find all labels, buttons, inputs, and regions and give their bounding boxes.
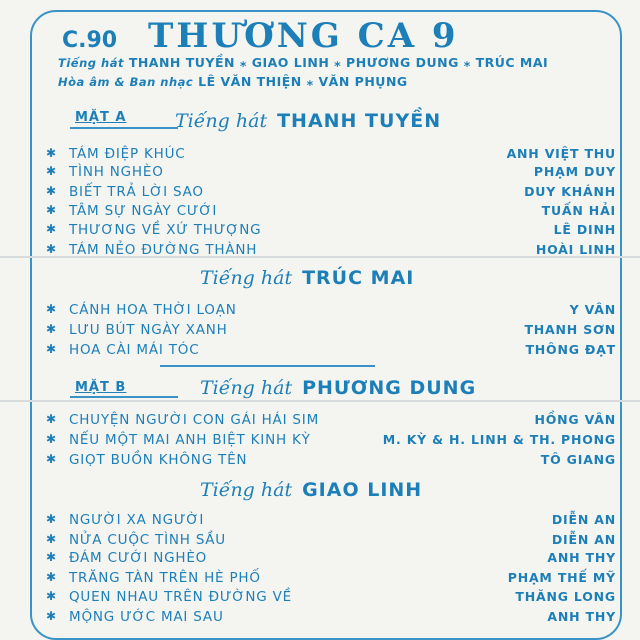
track-title: TÁM ĐIỆP KHÚC bbox=[69, 146, 186, 162]
track-title: NẾU MỘT MAI ANH BIỆT KINH KỲ bbox=[69, 432, 311, 448]
singer-heading-prefix: Tiếng hát bbox=[200, 377, 293, 399]
singers-credit bbox=[58, 55, 548, 70]
asterisk-icon: ✱ bbox=[46, 532, 57, 546]
track-title: HOA CÀI MÁI TÓC bbox=[69, 342, 200, 358]
track-row bbox=[46, 302, 616, 320]
catalog-code: C.90 bbox=[62, 28, 118, 53]
asterisk-icon: ✱ bbox=[46, 570, 57, 584]
asterisk-icon: ✱ bbox=[46, 322, 57, 336]
singer-name: THANH TUYỀN bbox=[277, 110, 442, 132]
track-title: GIỌT BUỒN KHÔNG TÊN bbox=[69, 452, 248, 468]
asterisk-icon: ✱ bbox=[46, 550, 57, 564]
singer-heading bbox=[175, 110, 441, 132]
track-composer: PHẠM DUY bbox=[533, 164, 616, 179]
track-row bbox=[46, 203, 616, 221]
divider bbox=[70, 396, 178, 398]
track-title: NGƯỜI XA NGƯỜI bbox=[69, 512, 205, 528]
track-title: CÁNH HOA THỜI LOẠN bbox=[69, 302, 237, 318]
asterisk-icon: ✱ bbox=[46, 342, 57, 356]
track-composer: TÔ GIANG bbox=[540, 452, 616, 467]
track-composer: DUY KHÁNH bbox=[524, 184, 616, 199]
asterisk-icon: ✱ bbox=[46, 609, 57, 623]
singer-heading bbox=[200, 377, 476, 399]
singer-name: GIAO LINH bbox=[302, 479, 423, 501]
track-title: NỬA CUỘC TÌNH SẦU bbox=[69, 532, 226, 548]
track-composer: M. KỲ & H. LINH & TH. PHONG bbox=[382, 432, 616, 447]
track-row bbox=[46, 342, 616, 360]
fold-crease bbox=[0, 400, 640, 402]
album-title: THƯƠNG CA 9 bbox=[148, 16, 459, 56]
asterisk-icon: ✱ bbox=[46, 203, 57, 217]
singer-heading-prefix: Tiếng hát bbox=[200, 479, 293, 501]
track-composer: Y VÂN bbox=[569, 302, 616, 317]
track-row bbox=[46, 222, 616, 240]
track-row bbox=[46, 550, 616, 568]
track-row bbox=[46, 452, 616, 470]
singer-heading-prefix: Tiếng hát bbox=[200, 267, 293, 289]
track-title: CHUYỆN NGƯỜI CON GÁI HÁI SIM bbox=[69, 412, 320, 428]
track-composer: ANH THY bbox=[547, 609, 616, 624]
track-row bbox=[46, 432, 616, 450]
track-row bbox=[46, 532, 616, 550]
music-list: LÊ VĂN THIỆN ⁎ VĂN PHỤNG bbox=[198, 74, 408, 89]
side-a-label: MẶT A bbox=[75, 110, 127, 125]
track-composer: LÊ DINH bbox=[553, 222, 616, 237]
divider bbox=[70, 127, 178, 129]
asterisk-icon: ✱ bbox=[46, 222, 57, 236]
track-row bbox=[46, 512, 616, 530]
asterisk-icon: ✱ bbox=[46, 512, 57, 526]
track-composer: PHẠM THẾ MỸ bbox=[507, 570, 616, 585]
track-title: ĐÁM CƯỚI NGHÈO bbox=[69, 550, 208, 566]
track-composer: THÔNG ĐẠT bbox=[525, 342, 616, 357]
track-row bbox=[46, 412, 616, 430]
asterisk-icon: ✱ bbox=[46, 242, 57, 256]
track-row bbox=[46, 570, 616, 588]
track-title: TÁM NẺO ĐƯỜNG THÀNH bbox=[69, 242, 258, 258]
track-composer: TUẤN HẢI bbox=[541, 203, 616, 218]
track-row bbox=[46, 164, 616, 182]
track-composer: THANH SƠN bbox=[524, 322, 616, 337]
track-row bbox=[46, 242, 616, 260]
track-row bbox=[46, 146, 616, 164]
track-title: BIẾT TRẢ LỜI SAO bbox=[69, 184, 204, 200]
track-composer: HỒNG VÂN bbox=[534, 412, 616, 427]
singer-heading-prefix: Tiếng hát bbox=[175, 110, 268, 132]
side-b-label: MẶT B bbox=[75, 380, 127, 395]
singer-name: TRÚC MAI bbox=[302, 267, 415, 289]
asterisk-icon: ✱ bbox=[46, 164, 57, 178]
track-title: TRĂNG TÀN TRÊN HÈ PHỐ bbox=[69, 570, 261, 586]
music-credit bbox=[58, 74, 408, 89]
singer-heading bbox=[200, 267, 414, 289]
singer-heading bbox=[200, 479, 422, 501]
track-title: TÂM SỰ NGÀY CƯỚI bbox=[69, 203, 218, 219]
track-composer: DIỄN AN bbox=[551, 532, 616, 547]
track-row bbox=[46, 589, 616, 607]
singer-name: PHƯƠNG DUNG bbox=[302, 377, 477, 399]
track-title: LƯU BÚT NGÀY XANH bbox=[69, 322, 228, 338]
track-composer: THĂNG LONG bbox=[515, 589, 616, 604]
track-title: THƯƠNG VỀ XỨ THƯỢNG bbox=[69, 222, 262, 238]
asterisk-icon: ✱ bbox=[46, 302, 57, 316]
track-row bbox=[46, 184, 616, 202]
track-composer: ANH THY bbox=[547, 550, 616, 565]
track-composer: DIỄN AN bbox=[551, 512, 616, 527]
track-title: QUEN NHAU TRÊN ĐƯỜNG VỀ bbox=[69, 589, 293, 605]
track-row bbox=[46, 609, 616, 627]
track-row bbox=[46, 322, 616, 340]
divider bbox=[160, 365, 375, 367]
asterisk-icon: ✱ bbox=[46, 412, 57, 426]
track-composer: HOÀI LINH bbox=[535, 242, 616, 257]
track-title: MỘNG ƯỚC MAI SAU bbox=[69, 609, 224, 625]
singers-list: THANH TUYỀN ⁎ GIAO LINH ⁎ PHƯƠNG DUNG ⁎ TRÚC MAI bbox=[128, 55, 549, 70]
track-composer: ANH VIỆT THU bbox=[506, 146, 616, 161]
asterisk-icon: ✱ bbox=[46, 432, 57, 446]
asterisk-icon: ✱ bbox=[46, 589, 57, 603]
track-title: TÌNH NGHÈO bbox=[69, 164, 164, 180]
asterisk-icon: ✱ bbox=[46, 146, 57, 160]
asterisk-icon: ✱ bbox=[46, 184, 57, 198]
singers-label: Tiếng hát bbox=[58, 56, 124, 70]
asterisk-icon: ✱ bbox=[46, 452, 57, 466]
music-label: Hòa âm & Ban nhạc bbox=[58, 75, 194, 89]
